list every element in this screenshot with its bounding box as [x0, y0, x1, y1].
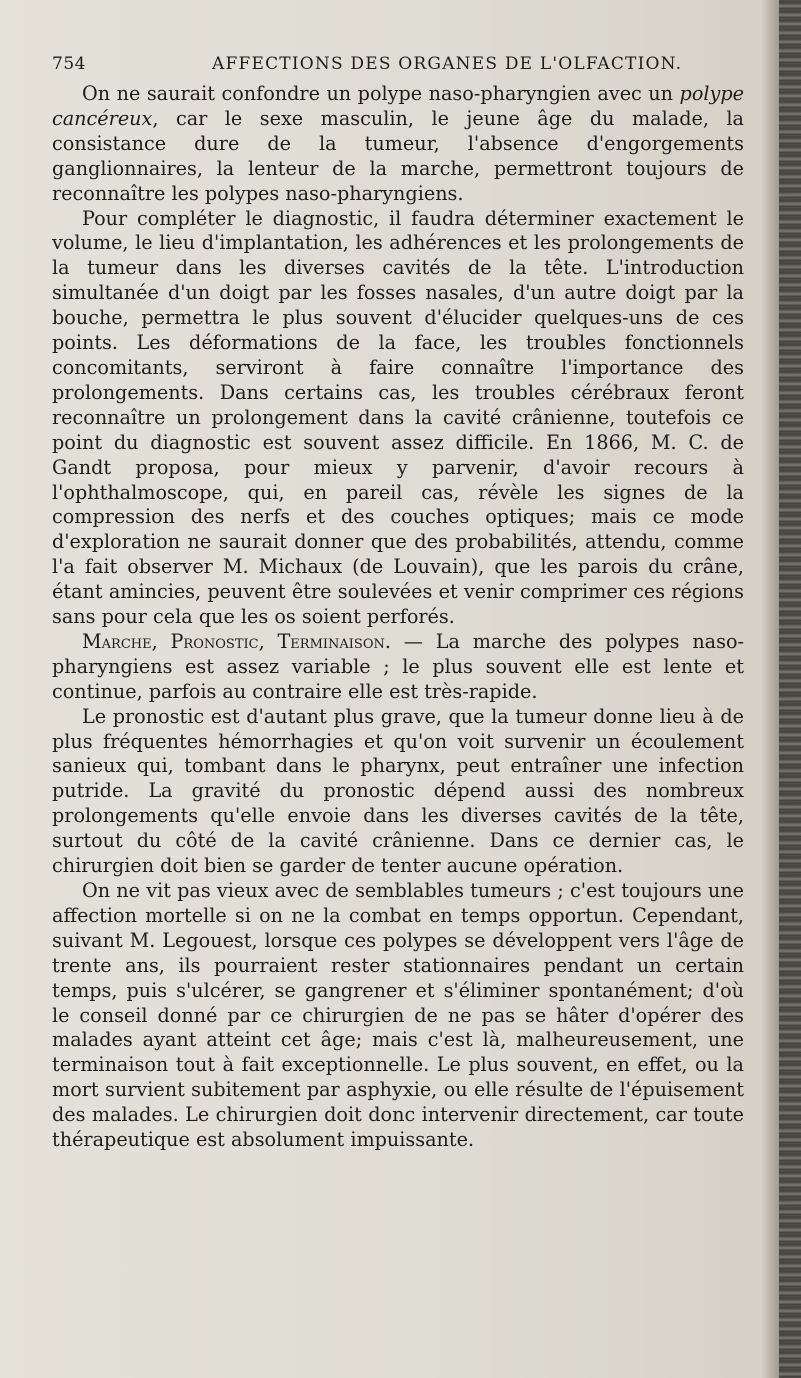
paragraph-2: Pour compléter le diagnostic, il faudra déterminer exactement le volume, le lieu d'implantation, les adhérences et les prolongements de la tumeur dans les diverses cavités de la tête. L'introduction simultanée d'un doigt par les fosses nasales, d'un autre doigt par la bouche, permettra le plus souvent d'élucider quelques-uns de ces points. Les déformations de la face, les troubles fonctionnels concomitants, serviront à faire connaître l'importance des prolongements. Dans certains cas, les troubles cérébraux feront reconnaître un prolongement dans la cavité crânienne, toutefois ce point du diagnostic est souvent assez difficile. En 1866, M. C. de Gandt proposa, pour mieux y parvenir, d'avoir recours à l'ophthalmoscope, qui, en pareil cas, révèle les signes de la compression des nerfs et des couches optiques; mais ce mode d'exploration ne saurait donner que des probabilités, attendu, comme l'a fait observer M. Michaux (de Louvain), que les parois du crâne, étant amincies, peuvent être soulevées et venir comprimer ces régions sans pour cela que les os soient perforés. — [52, 206, 744, 629]
body-text — [52, 82, 744, 1153]
paragraph-1: On ne saurait confondre un polype naso-pharyngien avec un polype cancéreux, car le sexe masculin, le jeune âge du malade, la consistance dure de la tumeur, l'absence d'engorgements ganglionnaires, la lenteur de la marche, permettront toujours de reconnaître les polypes naso-pharyngiens. — [52, 82, 744, 205]
paragraph-5: On ne vit pas vieux avec de semblables tumeurs ; c'est toujours une affection mortelle si on ne la combat en temps opportun. Cependant, suivant M. Legouest, lorsque ces polypes se développent vers l'âge de trente ans, ils pourraient rester stationnaires pendant un certain temps, puis s'ulcérer, se gangrener et s'éliminer spontanément; d'où le conseil donné par ce chirurgien de ne pas se hâter d'opérer des malades ayant atteint cet âge; mais c'est là, malheureusement, une terminaison tout à fait exceptionnelle. Le plus souvent, en effet, ou la mort survient subitement par asphyxie, ou elle résulte de l'épuisement des malades. Le chirurgien doit donc intervenir directement, car toute thérapeutique est absolument impuissante. — [52, 879, 744, 1152]
paragraph-4: Le pronostic est d'autant plus grave, que la tumeur donne lieu à de plus fréquentes hémorrhagies et qu'on voit survenir un écoulement sanieux qui, tombant dans le pharynx, peut entraîner une infection putride. La gravité du pronostic dépend aussi des nombreux prolongements qu'elle envoie dans les diverses cavités de la tête, surtout du côté de la cavité crânienne. Dans ce dernier cas, le chirurgien doit bien se garder de tenter aucune opération. — [52, 704, 744, 878]
section-heading: Marche, Pronostic, Terminaison. — [82, 629, 391, 653]
page-gutter-shadow — [761, 0, 779, 1378]
page-edge — [779, 0, 801, 1378]
running-header — [52, 54, 742, 80]
paragraph-3: Marche, Pronostic, Terminaison. — La marche des polypes naso-pharyngiens est assez variable ; le plus souvent elle est lente et continue, parfois au contraire elle est très-rapide. — [52, 629, 744, 703]
emphasis-term: polype cancéreux — [52, 82, 744, 130]
running-title: AFFECTIONS DES ORGANES DE L'OLFACTION. — [212, 54, 683, 74]
page-number: 754 — [52, 54, 86, 74]
